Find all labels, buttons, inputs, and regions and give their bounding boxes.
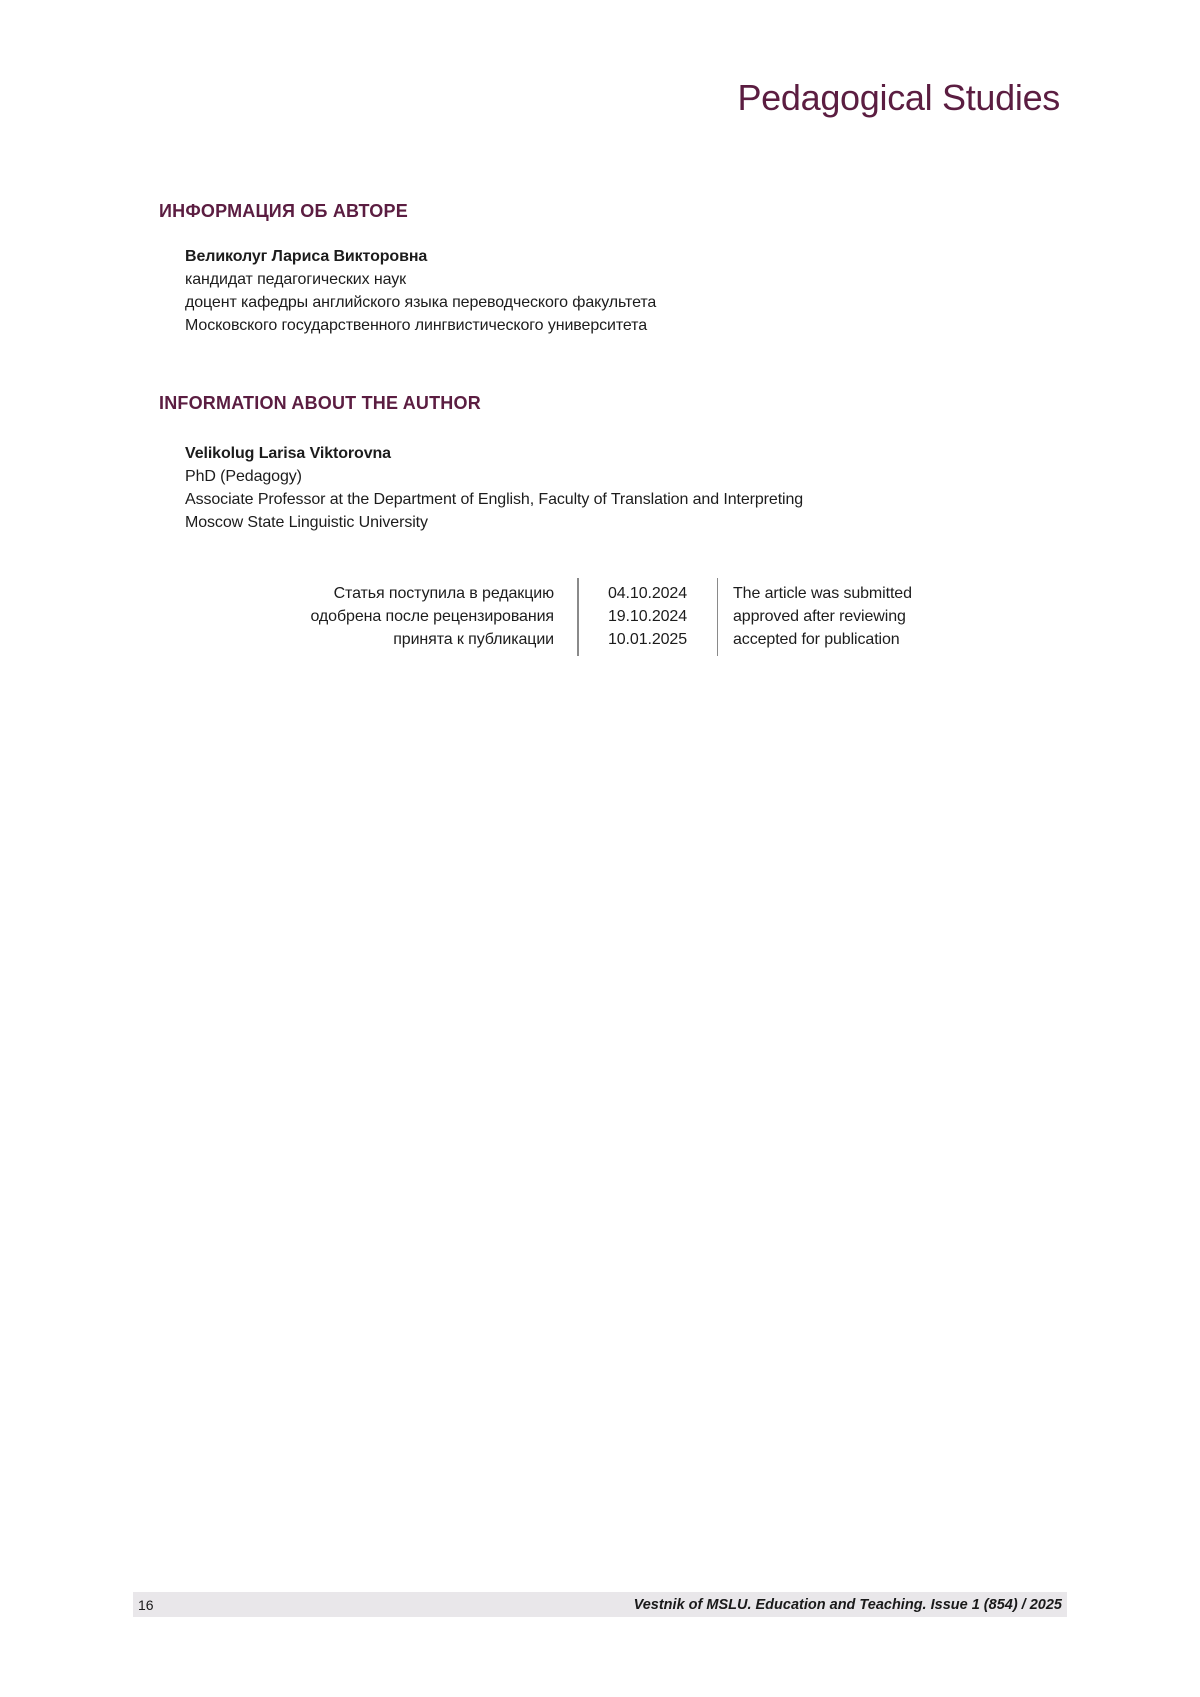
author-name-en: Velikolug Larisa Viktorovna bbox=[185, 445, 391, 462]
author-name-ru: Великолуг Лариса Викторовна bbox=[185, 248, 428, 265]
author-info-block-ru bbox=[185, 245, 656, 337]
author-position-ru: доцент кафедры английского языка переводческого факультета bbox=[185, 294, 657, 311]
section-heading-author-info-ru: ИНФОРМАЦИЯ ОБ АВТОРЕ bbox=[159, 201, 408, 221]
author-affiliation-en: Moscow State Linguistic University bbox=[185, 514, 428, 531]
author-degree-en: PhD (Pedagogy) bbox=[185, 468, 302, 485]
submission-labels-en bbox=[718, 578, 912, 656]
submission-label-ru-accepted: принята к публикации bbox=[393, 631, 554, 648]
submission-label-en-approved: approved after reviewing bbox=[733, 608, 906, 625]
submission-label-en-accepted: accepted for publication bbox=[733, 631, 900, 648]
running-head: Pedagogical Studies bbox=[737, 77, 1060, 118]
submission-label-ru-approved: одобрена после рецензирования bbox=[310, 608, 554, 625]
submission-label-en-submitted: The article was submitted bbox=[733, 585, 912, 602]
submission-date-accepted: 10.01.2025 bbox=[607, 631, 688, 648]
submission-date-submitted: 04.10.2024 bbox=[607, 585, 688, 602]
footer-journal-title: Vestnik of MSLU. Education and Teaching. Issue 1 (854) / 2025 bbox=[633, 1596, 1062, 1613]
submission-dates-block bbox=[224, 578, 912, 656]
submission-date-approved: 19.10.2024 bbox=[607, 608, 688, 625]
submission-labels-ru bbox=[224, 578, 554, 656]
author-position-en: Associate Professor at the Department of English, Faculty of Translation and Interpreting bbox=[185, 491, 804, 508]
section-heading-author-info-en: INFORMATION ABOUT THE AUTHOR bbox=[159, 393, 481, 413]
footer-bar bbox=[133, 1592, 1067, 1617]
author-degree-ru: кандидат педагогических наук bbox=[185, 271, 406, 288]
submission-dates bbox=[579, 578, 717, 656]
page-number: 16 bbox=[138, 1596, 154, 1613]
author-affiliation-ru: Московского государственного лингвистического университета bbox=[185, 317, 648, 334]
author-info-block-en bbox=[185, 442, 803, 534]
submission-label-ru-submitted: Статья поступила в редакцию bbox=[333, 585, 554, 602]
